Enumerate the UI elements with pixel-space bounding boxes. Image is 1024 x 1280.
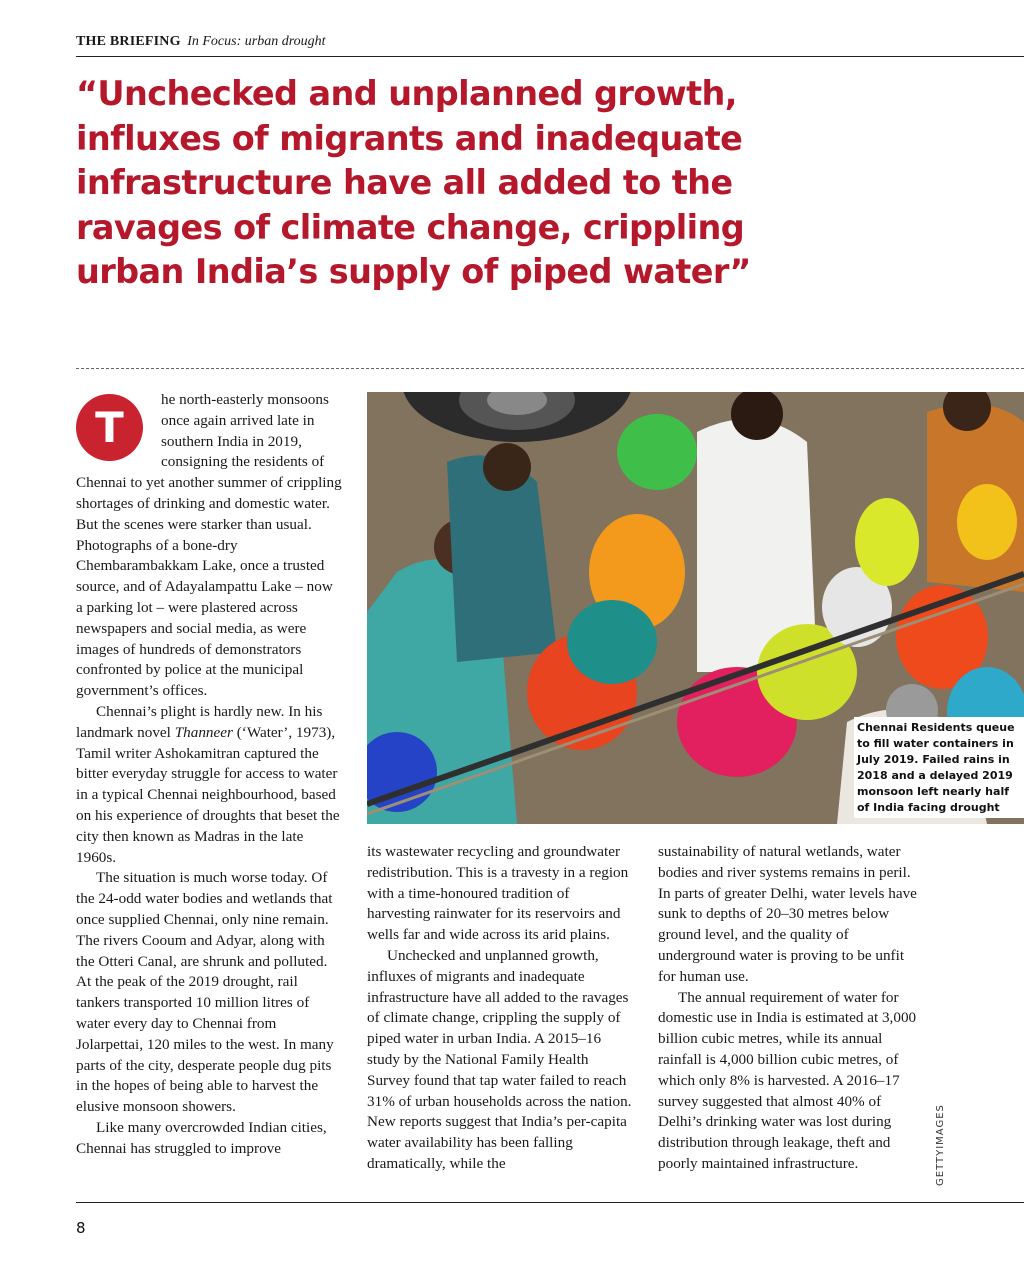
article-column-1 <box>76 390 342 1159</box>
paragraph: The situation is much worse today. Of the 24-odd water bodies and wetlands that once supplied Chennai, only nine remain. The rivers Cooum and Adyar, along with the Otteri Canal, are shrunk and polluted. At the peak of the 2019 drought, rail tankers transported 10 million litres of water every day to Chennai from Jolarpettai, 120 miles to the west. In many parts of the city, desperate people dug pits in the hopes of being able to harvest the elusive monsoon showers. <box>76 869 334 1116</box>
paragraph <box>76 390 342 702</box>
pull-quote-line: influxes of migrants and inadequate <box>76 118 743 158</box>
article-column-3 <box>658 842 924 1175</box>
paragraph-text: (‘Water’, 1973), Tamil writer Ashokamitran captured the bitter everyday struggle for access to water in a typical Chennai neighbourhood, based on his experience of droughts that beset the city then known as Madras in the late 1960s. <box>76 723 340 866</box>
header-rule <box>76 56 1024 57</box>
section-divider <box>76 368 1024 369</box>
footer-rule <box>76 1202 1024 1203</box>
section-topic: In Focus: urban drought <box>187 34 326 49</box>
paragraph: its wastewater recycling and groundwater redistribution. This is a travesty in a region with a time-honoured tradition of harvesting rainwater for its reservoirs and wells far and wide across its arid plains. <box>367 843 629 944</box>
pull-quote-line: ravages of climate change, crippling <box>76 207 745 247</box>
article-column-2 <box>367 842 633 1175</box>
section-label: THE BRIEFING <box>76 34 181 49</box>
pull-quote-line: “Unchecked and unplanned growth, <box>76 74 737 113</box>
pull-quote-line: urban India’s supply of piped water” <box>76 252 751 291</box>
paragraph: The annual requirement of water for domestic use in India is estimated at 3,000 billion cubic metres, while its annual rainfall is 4,000 billion cubic metres, of which only 8% is harvested. A 2016–17 survey suggested that almost 40% of Delhi’s drinking water was lost during distribution through leakage, theft and poorly maintained infrastructure. <box>658 988 917 1172</box>
paragraph-text: he north-easterly monsoons once again arrived late in southern India in 2019, consigning the residents of Chennai to yet another summer of crippling shortages of drinking and domestic water. But the scenes were starker than usual. Photographs of a bone-dry Chembarambakkam Lake, once a trusted source, and of Adayalampattu Lake – now a parking lot – were plastered across newspapers and social media, as were images of hundreds of demonstrators confronted by police at the municipal government’s offices. <box>76 391 342 700</box>
novel-title: Thanneer <box>174 723 233 741</box>
pull-quote <box>76 72 751 295</box>
paragraph-text: Chennai’s plight is hardly new. In his landmark novel <box>76 702 323 741</box>
paragraph <box>76 702 342 868</box>
page-number: 8 <box>76 1219 86 1237</box>
paragraph: sustainability of natural wetlands, water bodies and river systems remains in peril. In parts of greater Delhi, water levels have sunk to depths of 20–30 metres below ground level, and the quality of underground water is proving to be unfit for human use. <box>658 843 917 985</box>
photo-caption: Chennai Residents queue to fill water containers in July 2019. Failed rains in 2018 and a delayed 2019 monsoon left nearly half of India facing drought <box>854 717 1024 818</box>
running-head <box>76 32 326 52</box>
paragraph: Like many overcrowded Indian cities, Chennai has struggled to improve <box>76 1118 327 1157</box>
drop-cap: T <box>76 394 143 461</box>
paragraph: Unchecked and unplanned growth, influxes of migrants and inadequate infrastructure have all added to the ravages of climate change, crippling the supply of piped water in urban India. A 2015–16 study by the National Family Health Survey found that tap water failed to reach 31% of urban households across the nation. New reports suggest that India’s per-capita water availability has been falling dramatically, while the <box>367 946 632 1172</box>
photo-credit: GETTYIMAGES <box>935 1104 946 1186</box>
pull-quote-line: infrastructure have all added to the <box>76 163 733 202</box>
